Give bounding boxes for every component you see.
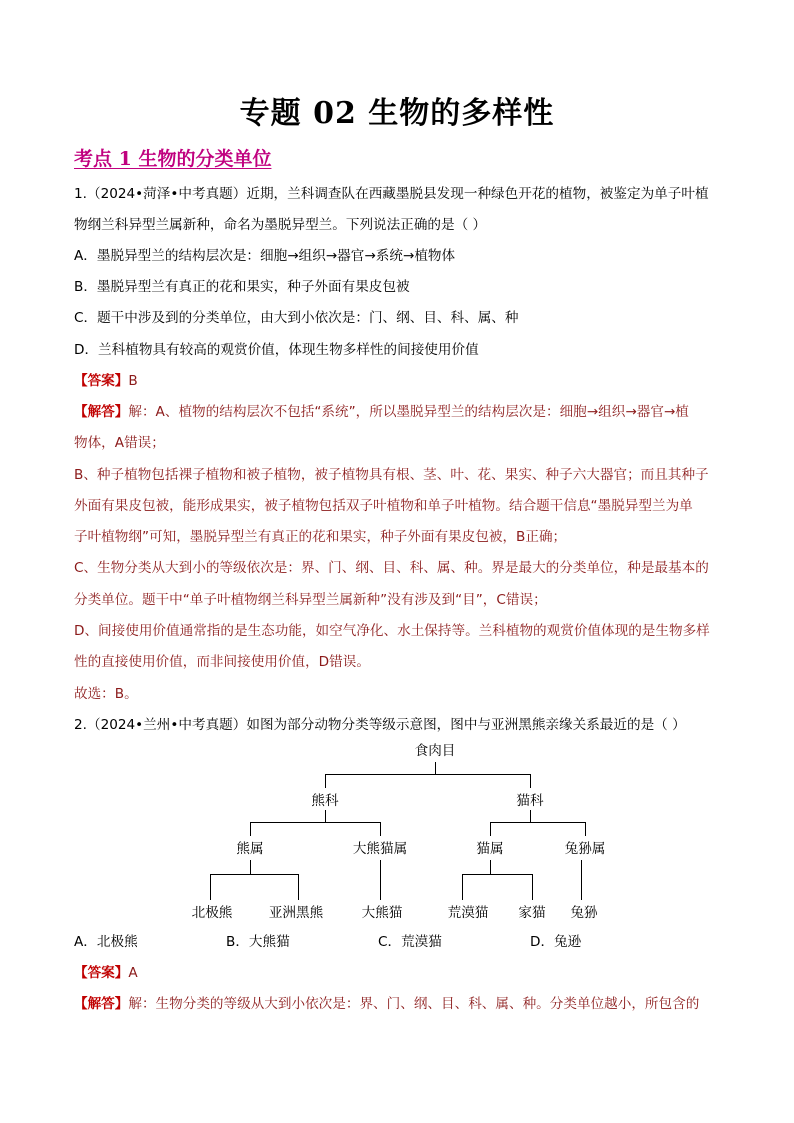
q1-analysis-line-3: B、种子植物包括裸子植物和被子植物，被子植物具有根、茎、叶、花、果实、种子六大器官；而且其种子 <box>74 467 709 483</box>
q1-analysis-line-2: 物体，A错误； <box>74 435 165 451</box>
tree-connector <box>581 860 582 900</box>
tree-connector <box>325 810 326 822</box>
q2-answer-value: A <box>128 965 138 981</box>
tree-connector <box>490 822 491 836</box>
tree-node-order: 食肉目 <box>414 743 456 759</box>
tree-connector <box>585 822 586 836</box>
q1-analysis-line-1 <box>74 402 689 422</box>
tree-connector <box>435 762 436 774</box>
tree-node-species-domestic-cat: 家猫 <box>518 905 546 921</box>
q1-answer <box>74 371 138 391</box>
tree-connector <box>210 874 298 875</box>
q1-analysis-tag: 【解答】 <box>74 404 129 420</box>
tree-node-genus-felis: 猫属 <box>476 841 504 857</box>
q1-analysis-line-5: 子叶植物纲”可知，墨脱异型兰有真正的花和果实，种子外面有果皮包被，B正确； <box>74 529 567 545</box>
section-heading: 考点 1 生物的分类单位 <box>74 148 272 170</box>
tree-node-species-chinese-mountain-cat: 荒漠猫 <box>447 905 489 921</box>
tree-connector <box>250 822 380 823</box>
q1-option-a: A．墨脱异型兰的结构层次是：细胞→组织→器官→系统→植物体 <box>74 248 456 264</box>
tree-connector <box>325 774 530 775</box>
q1-option-c: C．题干中涉及到的分类单位，由大到小依次是：门、纲、目、科、属、种 <box>74 310 519 326</box>
tree-connector <box>380 860 381 900</box>
q1-analysis-text-1: 解：A、植物的结构层次不包括“系统”，所以墨脱异型兰的结构层次是：细胞→组织→器官→植 <box>128 404 689 420</box>
q1-analysis-line-7: 分类单位。题干中“单子叶植物纲兰科异型兰属新种”没有涉及到“目”，C错误； <box>74 592 547 608</box>
q1-analysis-line-4: 外面有果皮包被，能形成果实，被子植物包括双子叶植物和单子叶植物。结合题干信息“墨脱异型兰为单 <box>74 498 693 514</box>
tree-node-family-bear: 熊科 <box>311 793 339 809</box>
q1-analysis-line-6: C、生物分类从大到小的等级依次是：界、门、纲、目、科、属、种。界是最大的分类单位，种是最基本的 <box>74 560 709 576</box>
q1-stem-line-1: 1.（2024•菏泽•中考真题）近期，兰科调查队在西藏墨脱县发现一种绿色开花的植物，被鉴定为单子叶植 <box>74 186 709 202</box>
q1-answer-tag: 【答案】 <box>74 373 129 389</box>
tree-connector <box>490 822 585 823</box>
page-title: 专题 02 生物的多样性 <box>239 96 555 131</box>
tree-node-genus-ursus: 熊属 <box>236 841 264 857</box>
tree-connector <box>530 774 531 788</box>
tree-connector <box>532 874 533 900</box>
q2-option-c: C．荒漠猫 <box>378 934 442 950</box>
q1-option-d: D．兰科植物具有较高的观赏价值，体现生物多样性的间接使用价值 <box>74 342 479 358</box>
classification-tree-diagram <box>190 740 630 930</box>
q1-analysis-line-9: 性的直接使用价值，而非间接使用价值，D错误。 <box>74 654 370 670</box>
tree-connector <box>250 822 251 836</box>
q2-stem: 2.（2024•兰州•中考真题）如图为部分动物分类等级示意图，图中与亚洲黑熊亲缘关系最近的是（ ） <box>74 717 686 733</box>
tree-node-species-polar-bear: 北极熊 <box>191 905 233 921</box>
tree-node-family-cat: 猫科 <box>516 793 544 809</box>
q2-analysis-line-1 <box>74 994 699 1014</box>
tree-connector <box>490 860 491 874</box>
tree-connector <box>325 774 326 788</box>
tree-connector <box>530 810 531 822</box>
q2-option-a: A．北极熊 <box>74 934 138 950</box>
q2-option-d: D．兔逊 <box>530 934 582 950</box>
q2-answer <box>74 963 138 983</box>
tree-node-species-asian-black-bear: 亚洲黑熊 <box>268 905 324 921</box>
tree-connector <box>210 874 211 900</box>
tree-connector <box>250 860 251 874</box>
tree-connector <box>380 822 381 836</box>
q1-option-b: B．墨脱异型兰有真正的花和果实，种子外面有果皮包被 <box>74 279 410 295</box>
q1-analysis-line-8: D、间接使用价值通常指的是生态功能，如空气净化、水土保持等。兰科植物的观赏价值体现的是生物多样 <box>74 623 710 639</box>
q1-analysis-line-10: 故选：B。 <box>74 686 138 702</box>
tree-node-species-pallas-cat: 兔狲 <box>570 905 598 921</box>
q2-answer-tag: 【答案】 <box>74 965 129 981</box>
tree-connector <box>462 874 532 875</box>
q1-stem-line-2: 物纲兰科异型兰属新种，命名为墨脱异型兰。下列说法正确的是（ ） <box>74 217 487 233</box>
tree-node-genus-panda: 大熊猫属 <box>352 841 408 857</box>
tree-connector <box>462 874 463 900</box>
tree-connector <box>298 874 299 900</box>
q2-option-b: B．大熊猫 <box>226 934 290 950</box>
q2-analysis-tag: 【解答】 <box>74 996 129 1012</box>
tree-node-species-giant-panda: 大熊猫 <box>361 905 403 921</box>
q1-answer-value: B <box>128 373 138 389</box>
q2-analysis-text-1: 解：生物分类的等级从大到小依次是：界、门、纲、目、科、属、种。分类单位越小，所包含的 <box>128 996 700 1012</box>
tree-node-genus-otocolobus: 兔狲属 <box>564 841 606 857</box>
